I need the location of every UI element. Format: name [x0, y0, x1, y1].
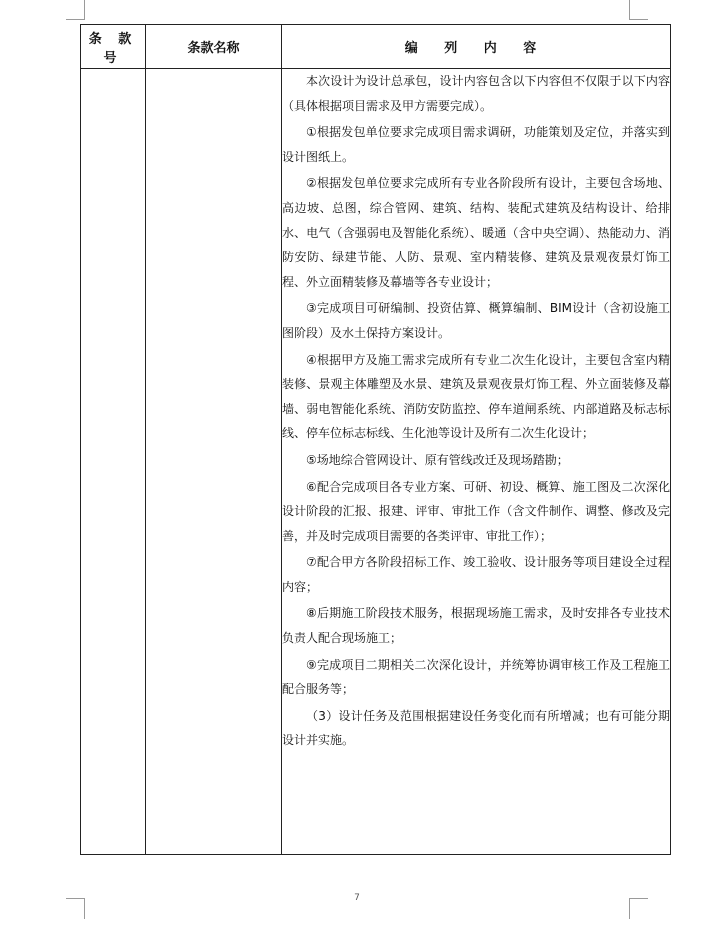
cell-content [282, 69, 671, 855]
page-number: 7 [354, 893, 360, 903]
content-paragraph: ①根据发包单位要求完成项目需求调研，功能策划及定位，并落实到设计图纸上。 [282, 125, 670, 164]
header-content: 编 列 内 容 [282, 25, 671, 69]
content-paragraph: ⑧后期施工阶段技术服务，根据现场施工需求，及时安排各专业技术负责人配合现场施工； [282, 606, 670, 646]
table-row [81, 69, 671, 855]
content-paragraph: ⑤场地综合管网设计、原有管线改迁及现场踏勘； [306, 452, 569, 467]
content-paragraph: ③完成项目可研编制、投资估算、概算编制、BIM设计（含初设施工图阶段）及水土保持方案设计。 [282, 301, 670, 340]
tender-clause-table [80, 24, 671, 855]
cell-clause-no [81, 69, 146, 855]
content-paragraph: 本次设计为设计总承包，设计内容包含以下内容但不仅限于以下内容（具体根据项目需求及甲方需要完成）。 [282, 74, 670, 113]
content-paragraph: ⑥配合完成项目各专业方案、可研、初设、概算、施工图及二次深化设计阶段的汇报、报建、评审、审批工作（含文件制作、调整、修改及完善，并及时完成项目需要的各类评审、审批工作）； [282, 479, 670, 543]
content-paragraph: ②根据发包单位要求完成所有专业各阶段所有设计，主要包含场地、高边坡、总图，综合管网、建筑、结构、装配式建筑及结构设计、给排水、电气（含强弱电及智能化系统）、暖通（含中央空调）、热能动力、消防安防、绿建节能、人防、景观、室内精装修、建筑及景观夜景灯饰工程、外立面精装修及幕墙等各专业设计； [282, 176, 670, 289]
content-paragraph: ④根据甲方及施工需求完成所有专业二次生化设计，主要包含室内精装修、景观主体雕塑及水景、建筑及景观夜景灯饰工程、外立面装修及幕墙、弱电智能化系统、消防安防监控、停车道闸系统、内部道路及标志标线、停车位标志标线、生化池等设计及所有二次生化设计； [282, 352, 670, 441]
content-paragraph: ⑨完成项目二期相关二次深化设计，并统筹协调审核工作及工程施工配合服务等； [282, 657, 670, 697]
crop-mark-top-left [66, 0, 85, 20]
header-clause-name: 条款名称 [146, 25, 282, 69]
header-clause-no: 条 款 号 [81, 25, 146, 69]
content-paragraph: ⑦配合甲方各阶段招标工作、竣工验收、设计服务等项目建设全过程内容； [282, 555, 670, 594]
crop-mark-top-right [629, 0, 648, 20]
table-header-row [81, 25, 671, 69]
content-paragraph: （3）设计任务及范围根据建设任务变化而有所增减；也有可能分期设计并实施。 [282, 708, 670, 748]
cell-clause-name [146, 69, 282, 855]
